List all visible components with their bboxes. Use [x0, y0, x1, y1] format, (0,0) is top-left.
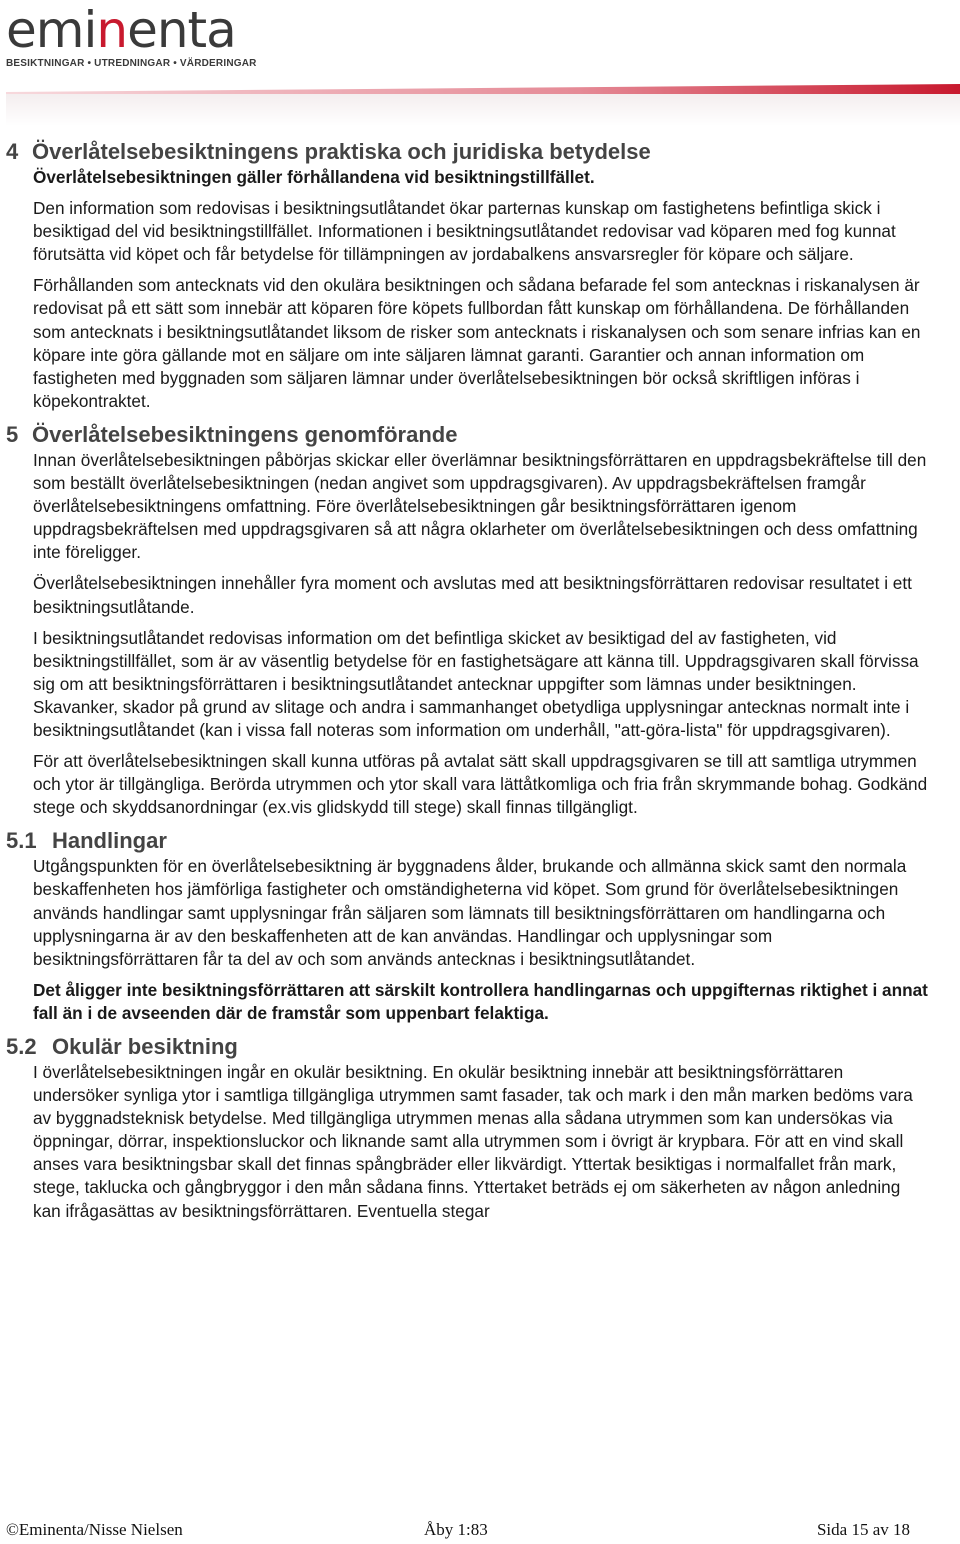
company-logo [6, 1, 257, 72]
footer-page-number: Sida 15 av 18 [816, 1520, 910, 1539]
heading-section-5-1: 5.1 Handlingar [6, 828, 167, 854]
document-body [0, 138, 960, 1231]
heading-section-5-2: 5.2 Okulär besiktning [6, 1034, 238, 1059]
logo-wordmark: eminenta [6, 1, 236, 59]
logo-tagline: BESIKTNINGAR • UTREDNINGAR • VÄRDERINGAR [6, 58, 257, 69]
heading-section-5: 5 Överlåtelsebesiktningens genomförande [6, 421, 458, 447]
section-4-paragraph-2: Förhållanden som antecknats vid den okulära besiktningen och sådana befarade fel som antecknas i riskanalysen är redovisat på ett sätt som innebär att köparen före köpets fullbordan fått kunskap om förhållandena. De förhållanden som antecknats i besiktningsutlåtandet liksom de risker som antecknats i riskanalysen och som senare infrias kan en köpare inte göra gällande mot en säljare om inte säljaren lämnat garanti. Garantier och annan information om fastigheten med byggnaden som säljaren lämnar under överlåtelsebesiktningen bör också skriftligen införas i köpekontraktet. [33, 275, 921, 411]
header-band [6, 82, 960, 126]
heading-section-4: 4 Överlåtelsebesiktningens praktiska och juridiska betydelse [6, 139, 651, 164]
logo-accent-letter: n [96, 1, 128, 59]
section-5-paragraph-3: I besiktningsutlåtandet redovisas information om det befintliga skicket av besiktigad del av fastigheten, vid besiktningstillfället, som är av väsentlig betydelse för en fastighetsägare att känna till. Uppdragsgivaren skall förvissa sig om att besiktningsförrättaren i besiktningsutlåtandet antecknar uppgifter som lämnas under besiktningen. Skavanker, skador på grund av slitage och andra i sammanhanget obetydliga upplysningar antecknas normalt inte i besiktningsutlåtandet (kan i vissa fall noteras som information om underhåll, "att-göra-lista" för uppdragsgivaren). [33, 627, 919, 740]
section-5-paragraph-4: För att överlåtelsebesiktningen skall kunna utföras på avtalat sätt skall uppdragsgivaren se till att samtliga utrymmen och ytor är tillgängliga. Berörda utrymmen och ytor skall vara lättåtkomliga och fria från skrymmande bohag. Godkänd stege och skyddsanordningar (ex.vis glidskydd till stege) skall finnas tillgängligt. [33, 751, 928, 818]
footer-property: Åby 1:83 [424, 1520, 488, 1539]
section-5-1-paragraph-2: Det åligger inte besiktningsförrättaren att särskilt kontrollera handlingarnas och uppgifternas riktighet i annat fall än i de avseenden där de framstår som uppenbart felaktiga. [33, 979, 928, 1023]
section-5-2-paragraph-1: I överlåtelsebesiktningen ingår en okulär besiktning. En okulär besiktning innebär att besiktningsförrättaren undersöker synliga ytor i samtliga tillgängliga utrymmen samt fasader, tak och mark i den mån marken bedöms vara av byggnadsteknisk betydelse. Med tillgängliga utrymmen menas alla sådana utrymmen som kan undersökas via öppningar, dörrar, inspektionsluckor och liknande samt alla utrymmen som i övrigt är krypbara. För att en vind skall anses vara besiktningsbar skall det finnas spångbräder eller likvärdigt. Yttertak besiktigas i normalfallet från mark, stege, taklucka och gångbryggor i den mån sådana finns. Yttertaket beträds ej om säkerheten av någon anledning kan ifrågasättas av besiktningsförrättaren. Eventuella stegar [33, 1062, 913, 1221]
section-5-paragraph-1: Innan överlåtelsebesiktningen påbörjas skickar eller överlämnar besiktningsförrättaren en uppdragsbekräftelse till den som beställt överlåtelsebesiktningen (nedan angivet som uppdragsgivaren). Av uppdragsbekräftelsen framgår överlåtelsebesiktningens omfattning. Före överlåtelsebesiktningen går besiktningsförrättaren igenom uppdragsbekräftelsen med uppdragsgivaren så att några oklarheter om överlåtelsebesiktningen och dess omfattning inte föreligger. [33, 449, 927, 563]
page-footer [6, 1520, 910, 1544]
section-5-1-paragraph-1: Utgångspunkten för en överlåtelsebesiktning är byggnadens ålder, brukande och allmänna skick samt den normala beskaffenheten hos jämförliga fastigheter och omständigheterna vid köpet. Som grund för överlåtelsebesiktningen används handlingar samt upplysningar från säljaren som lämnats till besiktningsförrättaren om handlingarna och upplysningarna är av den beskaffenheten att de kan användas. Handlingar och upplysningar som besiktningsförrättaren får ta del av och som används antecknas i besiktningsutlåtandet. [33, 856, 907, 969]
section-5-paragraph-2: Överlåtelsebesiktningen innehåller fyra moment och avslutas med att besiktningsförrättaren redovisar resultatet i ett besiktningsutlåtande. [33, 573, 912, 617]
section-4-paragraph-1: Den information som redovisas i besiktningsutlåtandet ökar parternas kunskap om fastighetens befintliga skick i besiktigad del vid besiktningstillfället. Informationen i besiktningsutlåtandet redovisar vad köparen med fog kunnat förutsätta vid köpet och får betydelse för tillämpningen av jordabalkens ansvarsregler för köpare och säljare. [33, 198, 896, 265]
footer-copyright: ©Eminenta/Nisse Nielsen [6, 1520, 183, 1539]
section-4-lead: Överlåtelsebesiktningen gäller förhållandena vid besiktningstillfället. [33, 167, 595, 187]
